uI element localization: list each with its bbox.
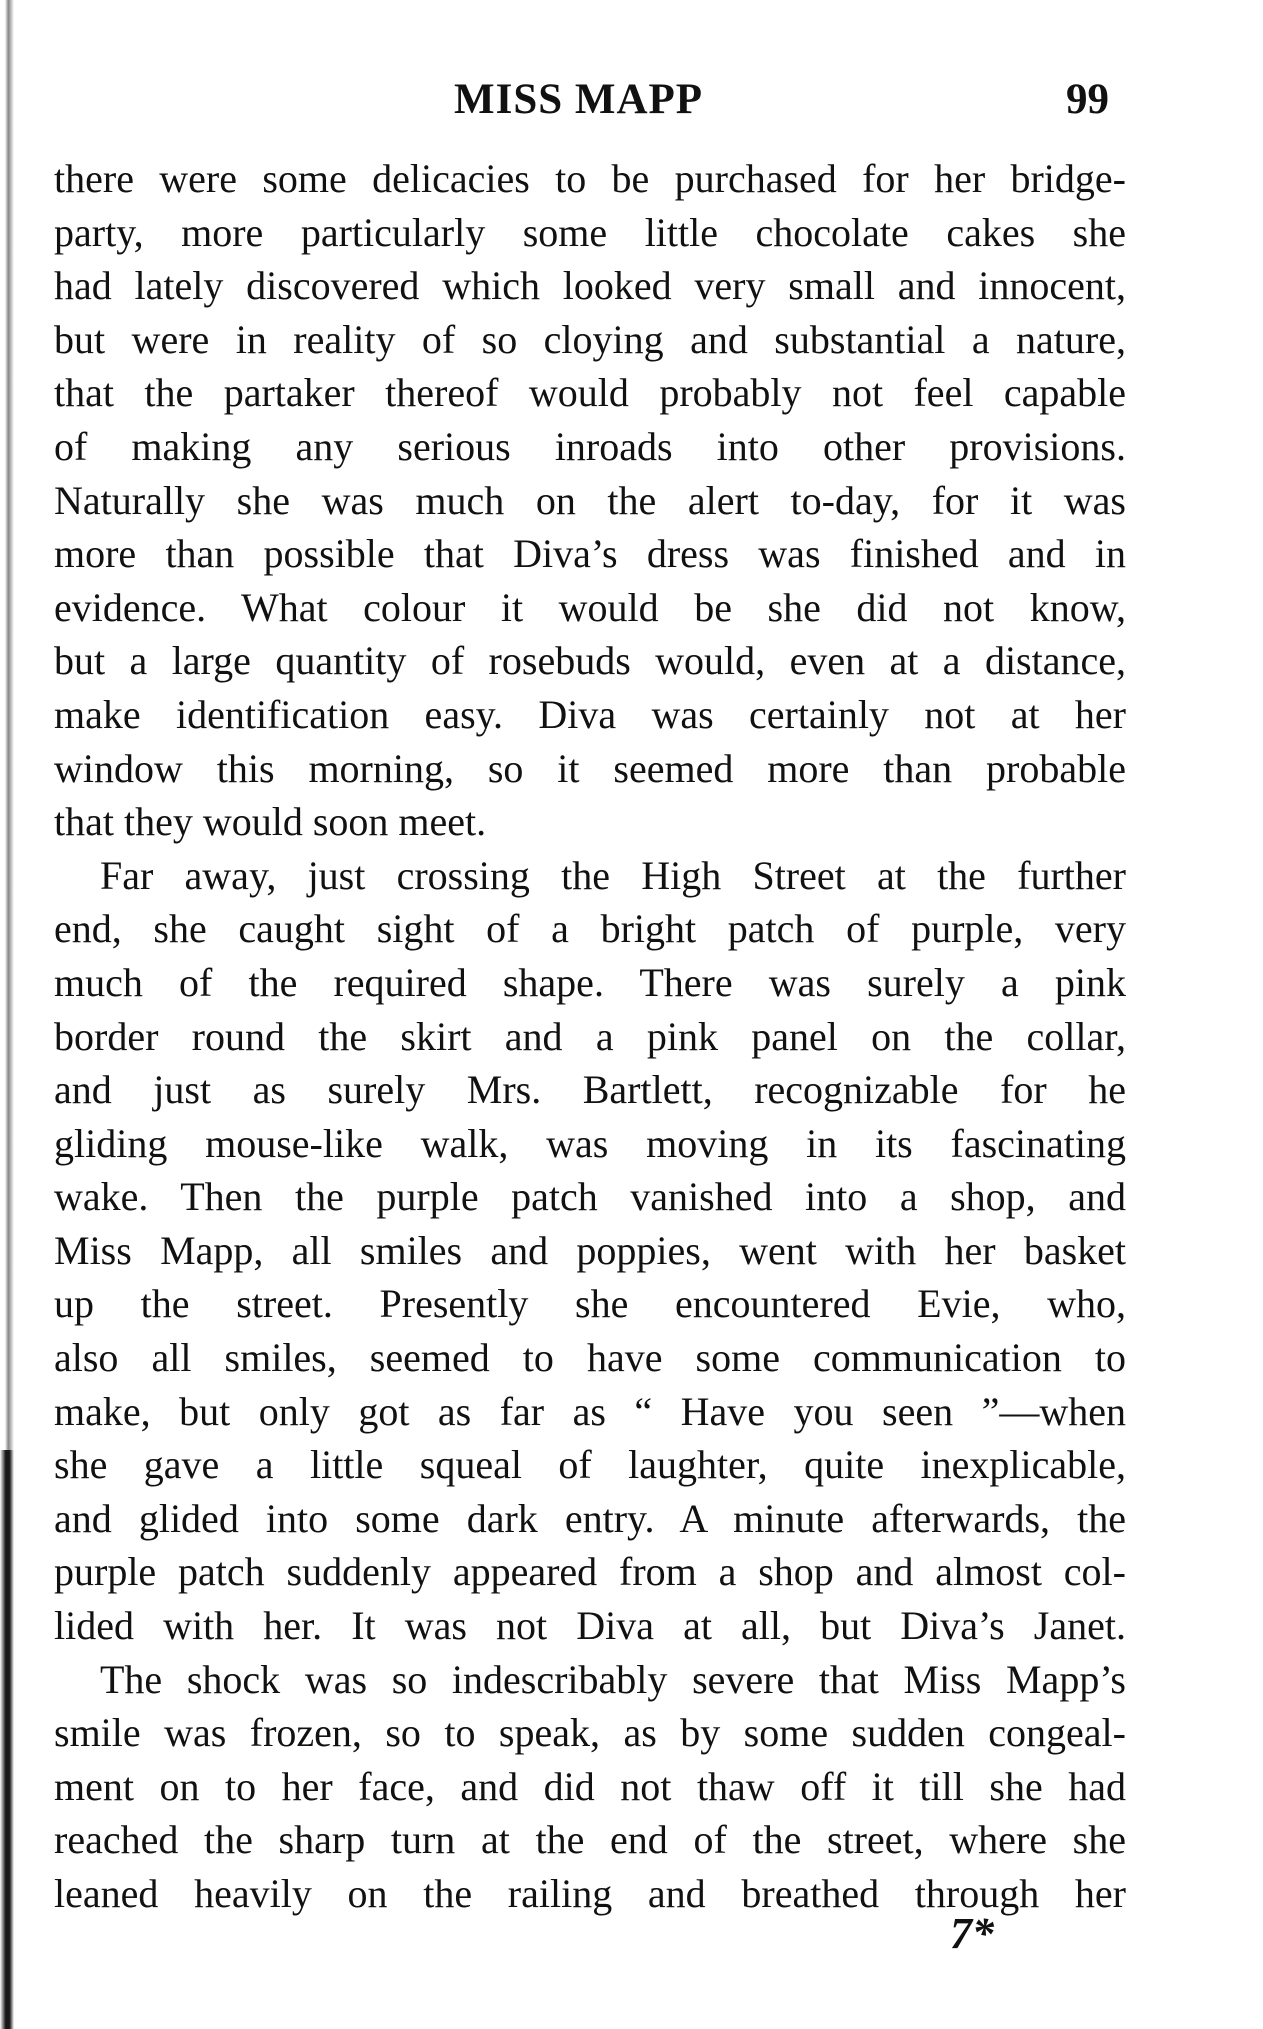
text-line: window this morning, so it seemed more than probable: [54, 745, 1126, 791]
page-number: 99: [1066, 76, 1109, 123]
paragraph: [54, 1653, 1126, 1921]
text-line: Far away, just crossing the High Street at the further: [100, 852, 1126, 898]
text-line: much of the required shape. There was surely a pink: [54, 959, 1126, 1005]
body-text: [54, 152, 1126, 1921]
text-line: border round the skirt and a pink panel on the collar,: [54, 1013, 1126, 1059]
text-line: wake. Then the purple patch vanished into a shop, and: [54, 1174, 1126, 1220]
text-line: and glided into some dark entry. A minute afterwards, the: [54, 1495, 1126, 1541]
paragraph: [54, 849, 1126, 1653]
text-line: The shock was so indescribably severe that Miss Mapp’s: [100, 1656, 1126, 1702]
text-line: lided with her. It was not Diva at all, but Diva’s Janet.: [54, 1603, 1126, 1649]
text-line: had lately discovered which looked very small and innocent,: [54, 263, 1126, 309]
signature-mark: 7*: [950, 1909, 994, 1958]
text-line: that the partaker thereof would probably not feel capable: [54, 370, 1126, 416]
page-header: [0, 75, 1263, 135]
text-line: also all smiles, seemed to have some communication to: [54, 1335, 1126, 1381]
text-line: leaned heavily on the railing and breathed through her: [54, 1871, 1126, 1916]
text-line: purple patch suddenly appeared from a shop and almost col-: [54, 1549, 1126, 1595]
text-line: she gave a little squeal of laughter, quite inexplicable,: [54, 1442, 1126, 1488]
text-line: but were in reality of so cloying and substantial a nature,: [54, 316, 1126, 362]
paragraph: [54, 152, 1126, 849]
text-line: more than possible that Diva’s dress was finished and in: [54, 531, 1126, 577]
text-line: up the street. Presently she encountered Evie, who,: [54, 1281, 1126, 1327]
text-line: of making any serious inroads into other provisions.: [54, 423, 1126, 469]
text-line: but a large quantity of rosebuds would, even at a distance,: [54, 638, 1126, 684]
text-line: there were some delicacies to be purchased for her bridge-: [54, 156, 1126, 201]
text-line: make, but only got as far as “ Have you seen ”—when: [54, 1388, 1126, 1434]
text-line: party, more particularly some little chocolate cakes she: [54, 209, 1126, 255]
text-line: Naturally she was much on the alert to-day, for it was: [54, 477, 1126, 523]
text-line: make identification easy. Diva was certainly not at her: [54, 691, 1126, 737]
text-line: ment on to her face, and did not thaw off it till she had: [54, 1763, 1126, 1809]
text-line: and just as surely Mrs. Bartlett, recognizable for he: [54, 1067, 1126, 1113]
text-line: reached the sharp turn at the end of the street, where she: [54, 1817, 1126, 1863]
text-line: smile was frozen, so to speak, as by some sudden congeal-: [54, 1710, 1126, 1756]
page-binding-shadow: [0, 1450, 14, 2029]
running-head: MISS MAPP: [454, 76, 704, 123]
text-line: end, she caught sight of a bright patch of purple, very: [54, 906, 1126, 952]
text-line: gliding mouse-like walk, was moving in its fascinating: [54, 1120, 1126, 1166]
text-line: that they would soon meet.: [54, 799, 487, 845]
text-line: evidence. What colour it would be she did not know,: [54, 584, 1126, 630]
text-line: Miss Mapp, all smiles and poppies, went with her basket: [54, 1227, 1126, 1273]
